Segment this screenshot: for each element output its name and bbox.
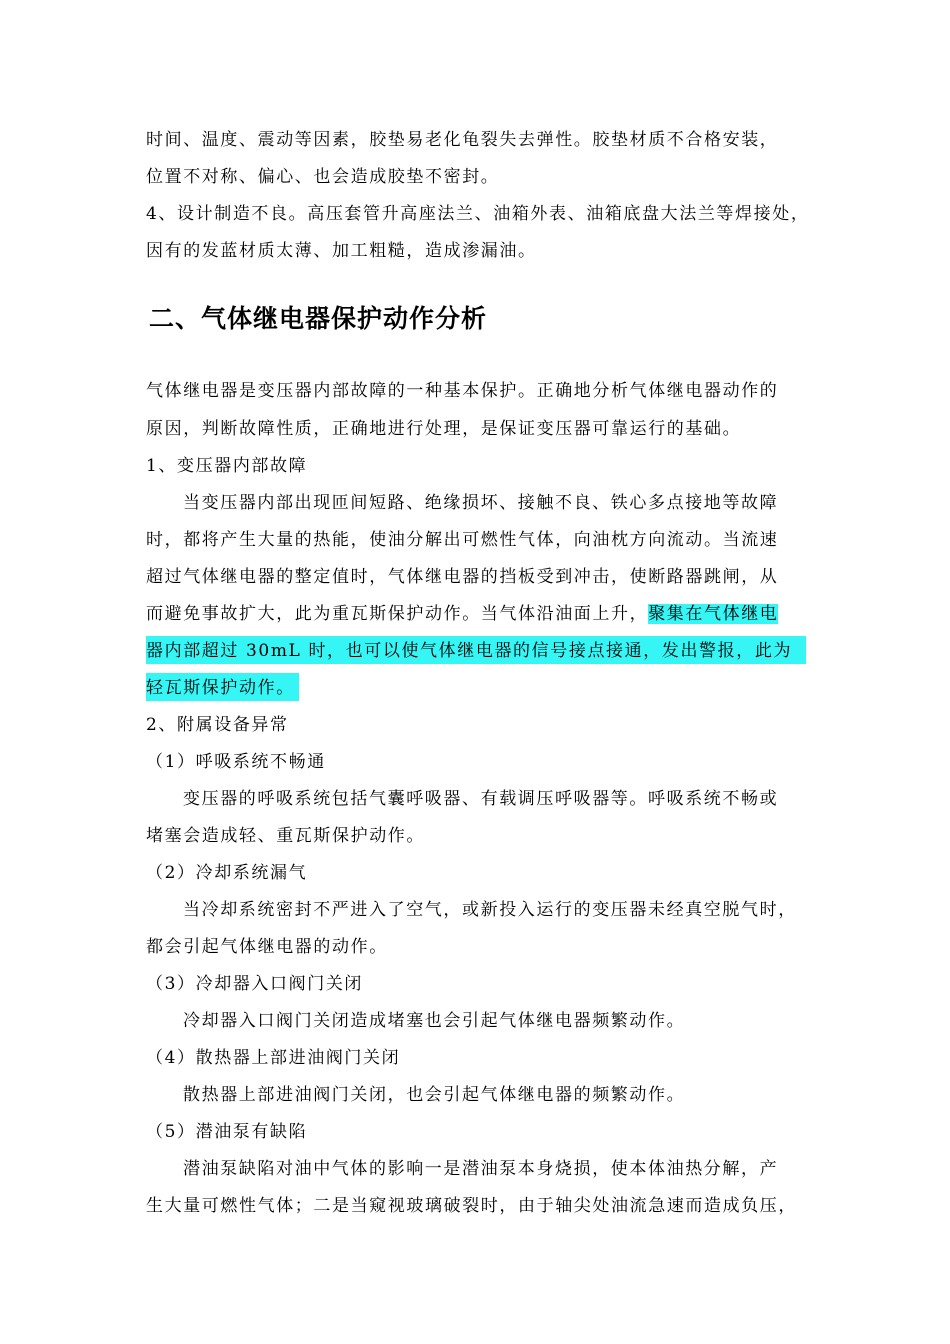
- plain-text: 而避免事故扩大，此为重瓦斯保护动作。当气体沿油面上升，: [146, 604, 649, 624]
- paragraph-line: 生大量可燃性气体；二是当窥视玻璃破裂时，由于轴尖处油流急速而造成负压，: [146, 1196, 797, 1216]
- paragraph-line: 都会引起气体继电器的动作。: [146, 937, 388, 957]
- subitem-title: （1）呼吸系统不畅通: [146, 752, 326, 772]
- paragraph-line: 堵塞会造成轻、重瓦斯保护动作。: [146, 826, 425, 846]
- paragraph-line: 潜油泵缺陷对油中气体的影响一是潜油泵本身烧损，使本体油热分解，产: [183, 1159, 779, 1179]
- intro-line: 原因，判断故障性质，正确地进行处理，是保证变压器可靠运行的基础。: [146, 419, 742, 439]
- subitem-title: （4）散热器上部进油阀门关闭: [146, 1048, 401, 1068]
- subitem-title: （3）冷却器入口阀门关闭: [146, 974, 364, 994]
- paragraph-line: 时，都将产生大量的热能，使油分解出可燃性气体，向油枕方向流动。当流速: [146, 530, 779, 550]
- paragraph-line: 位置不对称、偏心、也会造成胶垫不密封。: [146, 167, 500, 187]
- intro-line: 气体继电器是变压器内部故障的一种基本保护。正确地分析气体继电器动作的: [146, 381, 779, 401]
- item-title: 2、附属设备异常: [146, 715, 289, 735]
- paragraph-line: 变压器的呼吸系统包括气囊呼吸器、有载调压呼吸器等。呼吸系统不畅或: [183, 789, 779, 809]
- paragraph-line: 当变压器内部出现匝间短路、绝缘损坏、接触不良、铁心多点接地等故障: [183, 493, 779, 513]
- paragraph-line: 当冷却系统密封不严进入了空气，或新投入运行的变压器未经真空脱气时，: [183, 900, 797, 920]
- paragraph-line: 4、设计制造不良。高压套管升高座法兰、油箱外表、油箱底盘大法兰等焊接处，: [146, 204, 810, 224]
- paragraph-line: 超过气体继电器的整定值时，气体继电器的挡板受到冲击，使断路器跳闸，从: [146, 567, 779, 587]
- paragraph-line: 时间、温度、震动等因素，胶垫易老化龟裂失去弹性。胶垫材质不合格安装，: [146, 130, 779, 150]
- item-title: 1、变压器内部故障: [146, 456, 308, 476]
- subitem-title: （5）潜油泵有缺陷: [146, 1122, 308, 1142]
- highlighted-line: 器内部超过 30mL 时，也可以使气体继电器的信号接点接通，发出警报，此为: [146, 641, 793, 661]
- paragraph-line: [146, 603, 816, 625]
- highlighted-line: 轻瓦斯保护动作。: [146, 678, 295, 698]
- highlighted-text: 聚集在气体继电: [648, 604, 779, 624]
- paragraph-line: 冷却器入口阀门关闭造成堵塞也会引起气体继电器频繁动作。: [183, 1011, 686, 1031]
- section-heading: 二、气体继电器保护动作分析: [149, 304, 488, 333]
- subitem-title: （2）冷却系统漏气: [146, 863, 308, 883]
- paragraph-line: 因有的发蓝材质太薄、加工粗糙，造成渗漏油。: [146, 241, 537, 261]
- paragraph-line: 散热器上部进油阀门关闭，也会引起气体继电器的频繁动作。: [183, 1085, 686, 1105]
